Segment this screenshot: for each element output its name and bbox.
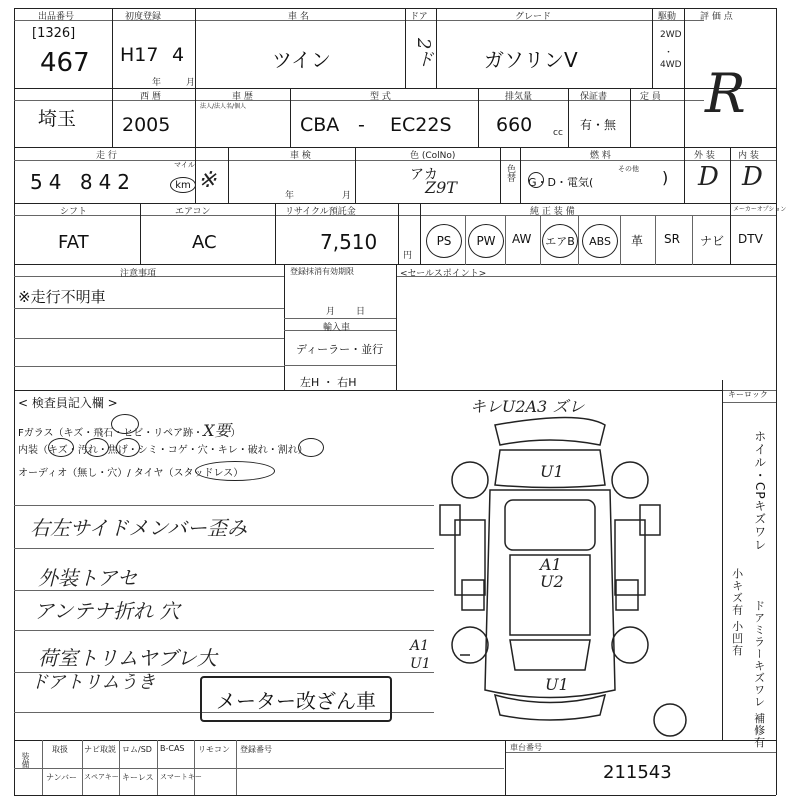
circle-dirt-mark bbox=[85, 438, 109, 457]
score-label: 評 価 点 bbox=[700, 12, 733, 22]
footer-col bbox=[236, 740, 237, 795]
grade-label: グレード bbox=[515, 12, 552, 22]
col-line bbox=[355, 147, 356, 204]
handwritten-note-2: 外装トアセ bbox=[38, 566, 138, 590]
first-reg-label: 初度登録 bbox=[125, 12, 162, 22]
car-name-label: 車 名 bbox=[288, 12, 309, 22]
equip-abs: ABS bbox=[582, 224, 618, 258]
displacement-label: 排気量 bbox=[505, 92, 533, 102]
row-divider-1 bbox=[14, 88, 776, 89]
col-line bbox=[730, 147, 731, 204]
manual: 有・無 bbox=[580, 118, 617, 132]
footer-line bbox=[505, 752, 776, 753]
footer-spare-key: スペアキー bbox=[84, 773, 119, 781]
model-label: 型 式 bbox=[370, 92, 391, 102]
history-note: 法人/法人名/個人 bbox=[200, 103, 247, 110]
equip-aw: AW bbox=[512, 232, 532, 246]
meter-tampered-stamp: メーター改ざん車 bbox=[200, 676, 392, 722]
history-label: 車 歴 bbox=[232, 92, 253, 102]
circle-chip-mark bbox=[111, 414, 139, 434]
row-divider-4 bbox=[14, 264, 776, 265]
handwritten-note-3: アンテナ折れ 穴 bbox=[34, 599, 180, 623]
header-line bbox=[14, 160, 776, 161]
col-line bbox=[630, 88, 631, 148]
col-line bbox=[684, 8, 685, 204]
footer-column-label: 装備 bbox=[21, 752, 30, 768]
equip-ps: PS bbox=[426, 224, 462, 258]
diagram-top-note: キレU2A3 ズレ bbox=[470, 397, 585, 416]
mile-unit-label: マイル bbox=[174, 161, 195, 169]
chassis-number: 211543 bbox=[603, 762, 672, 783]
circle-tear-mark bbox=[298, 438, 324, 457]
equip-navi: ナビ bbox=[700, 234, 725, 248]
rule-line bbox=[14, 366, 284, 367]
mileage-label: 走 行 bbox=[96, 151, 117, 161]
footer-col bbox=[82, 740, 83, 795]
inspection-year: 年 bbox=[285, 191, 295, 201]
drive-label: 駆動 bbox=[658, 12, 677, 22]
inspection-month: 月 bbox=[342, 191, 352, 201]
exterior-label: 外 装 bbox=[694, 151, 715, 161]
border-right bbox=[776, 8, 777, 795]
equipment-label: 純 正 装 備 bbox=[530, 207, 575, 217]
drive-4wd: 4WD bbox=[660, 60, 682, 70]
interior-label: 内 装 bbox=[738, 151, 759, 161]
interior-line: 内装（キズ・汚れ・焦げ・シミ・コゲ・穴・キレ・破れ・割れ） bbox=[18, 445, 308, 456]
equip-airbag: エアB bbox=[542, 224, 578, 258]
fuel-other: その他 bbox=[618, 165, 639, 173]
mileage-unknown-mark: ※ bbox=[198, 168, 217, 193]
footer-col bbox=[119, 740, 120, 795]
sales-point-label: <セールスポイント> bbox=[400, 269, 487, 279]
import-dealer: ディーラー・並行 bbox=[296, 343, 384, 356]
caution-text: ※走行不明車 bbox=[18, 288, 106, 306]
fglass-line: Fガラス（キズ・飛石・ヒビ・リペア跡・X要） bbox=[18, 421, 241, 440]
footer-navi-manual: ナビ取説 bbox=[84, 745, 116, 754]
prefecture: 埼玉 bbox=[38, 108, 77, 130]
fuel: G・D・電気( bbox=[528, 176, 594, 189]
air-conditioning: AC bbox=[192, 232, 217, 253]
front-left-wheel-shape bbox=[452, 462, 488, 498]
km-unit-circled: km bbox=[170, 177, 196, 193]
color-change-label: 色替 bbox=[505, 164, 515, 182]
col-line bbox=[730, 203, 731, 265]
yen-unit: 円 bbox=[403, 251, 413, 261]
color: アカ bbox=[410, 167, 438, 183]
diagram-center-mark-2: U2 bbox=[540, 572, 564, 591]
col-line bbox=[500, 147, 501, 204]
grade: ガソリンV bbox=[484, 48, 578, 72]
displacement: 660 bbox=[496, 114, 533, 136]
inspector-title: < 検査員記入欄 > bbox=[18, 396, 118, 410]
border-left bbox=[14, 8, 15, 795]
drive-dot: ・ bbox=[664, 48, 674, 58]
footer-col bbox=[42, 740, 43, 795]
col-line bbox=[195, 147, 196, 204]
col-line bbox=[396, 264, 397, 390]
wheel-cap-note: ホイル・CPキズワレ bbox=[752, 430, 767, 552]
rule-line bbox=[14, 505, 434, 506]
inspection-label: 車 検 bbox=[290, 151, 311, 161]
transmission-label: シフト bbox=[60, 207, 88, 217]
footer-manual: 取扱 bbox=[52, 745, 68, 754]
exterior-grade: D bbox=[698, 162, 719, 192]
diagram-side-mark-2: U1 bbox=[410, 656, 431, 672]
reg-valid-label: 登録抹消有効期限 bbox=[290, 267, 354, 276]
first-reg-month: 4 bbox=[172, 44, 185, 66]
caution-label: 注意事項 bbox=[120, 269, 157, 279]
equip-cell-line bbox=[655, 215, 656, 265]
footer-col bbox=[505, 740, 506, 795]
footer-bcas: B-CAS bbox=[160, 744, 185, 753]
rule-line bbox=[14, 630, 434, 631]
col-line bbox=[284, 264, 285, 390]
lot-code: [1326] bbox=[32, 26, 76, 41]
diagram-center-mark-1: A1 bbox=[540, 555, 562, 574]
reg-valid-month: 月 bbox=[326, 307, 336, 317]
col-line bbox=[722, 380, 723, 740]
fuel-g-circle bbox=[528, 172, 544, 188]
maker-option-label: メーカーオプション bbox=[733, 206, 787, 213]
registration-number-label: 登録番号 bbox=[240, 745, 272, 754]
circle-studless-mark bbox=[195, 461, 275, 481]
row-divider-6 bbox=[14, 740, 776, 741]
first-reg-era: H17 bbox=[120, 44, 159, 66]
recycle-label: リサイクル預託金 bbox=[285, 207, 356, 217]
diagram-side-mark-1: A1 bbox=[410, 638, 430, 654]
model-code: EC22S bbox=[390, 114, 452, 136]
rear-bumper-shape bbox=[495, 695, 605, 720]
front-right-wheel-shape bbox=[612, 462, 648, 498]
row-divider-3 bbox=[14, 203, 776, 204]
model-dash: - bbox=[358, 114, 365, 136]
row-divider-2 bbox=[14, 147, 776, 148]
col-line bbox=[112, 8, 113, 88]
year-label: 西 暦 bbox=[140, 92, 161, 102]
displacement-unit: cc bbox=[553, 128, 563, 138]
fglass-mark: X要 bbox=[203, 421, 231, 440]
footer-plate: ナンバー bbox=[46, 773, 78, 782]
chassis-number-label: 車台番号 bbox=[510, 743, 542, 752]
handwritten-note-4: 荷室トリムヤブレ大 bbox=[38, 646, 217, 670]
footer-rom-sd: ロム/SD bbox=[122, 745, 152, 754]
rule-line bbox=[14, 338, 284, 339]
col-line bbox=[140, 203, 141, 265]
handle-side: 左H ・ 右H bbox=[300, 376, 357, 389]
reg-year-unit: 年 bbox=[152, 78, 162, 88]
footer-line bbox=[14, 768, 504, 769]
drive-2wd: 2WD bbox=[660, 30, 682, 40]
mileage: 54 842 bbox=[30, 170, 137, 194]
lot-number: 467 bbox=[40, 48, 90, 78]
col-line bbox=[112, 88, 113, 148]
equip-cell-line bbox=[540, 215, 541, 265]
rule-line bbox=[14, 308, 284, 309]
col-line bbox=[195, 8, 196, 88]
col-line bbox=[478, 88, 479, 148]
circle-burn-mark bbox=[116, 438, 140, 457]
ac-label: エアコン bbox=[175, 207, 211, 217]
col-line bbox=[568, 88, 569, 148]
col-line bbox=[520, 147, 521, 204]
fuel-close: ) bbox=[662, 168, 669, 187]
col-line bbox=[228, 147, 229, 204]
transmission: FAT bbox=[58, 232, 89, 253]
footer-keyless: キーレス bbox=[122, 773, 154, 782]
footer-col bbox=[194, 740, 195, 795]
rear-left-wheel-shape bbox=[452, 627, 488, 663]
col-line bbox=[405, 8, 406, 88]
door-count: 2ド bbox=[413, 38, 434, 68]
header-line bbox=[14, 20, 704, 21]
col-line bbox=[275, 203, 276, 265]
equip-cell-line bbox=[620, 215, 621, 265]
model-prefix: CBA bbox=[300, 114, 340, 136]
equip-cell-line bbox=[505, 215, 506, 265]
cell-line bbox=[284, 365, 396, 366]
score: R bbox=[705, 62, 746, 125]
col-line bbox=[436, 8, 437, 88]
door-label: ドア bbox=[410, 12, 428, 22]
color-no: Z9T bbox=[425, 178, 457, 197]
fuel-label: 燃 料 bbox=[590, 151, 611, 161]
equip-pw: PW bbox=[468, 224, 504, 258]
rule-line bbox=[14, 548, 434, 549]
col-line bbox=[652, 8, 653, 88]
footer-smart-key: スマートキー bbox=[160, 773, 202, 781]
equip-sunroof: SR bbox=[664, 232, 680, 246]
col-line bbox=[398, 203, 399, 265]
equip-dtv: DTV bbox=[738, 232, 763, 246]
interior-grade: D bbox=[742, 162, 763, 192]
equip-cell-line bbox=[578, 215, 579, 265]
reg-valid-day: 日 bbox=[356, 307, 366, 317]
diagram-rear-mark: U1 bbox=[545, 675, 569, 694]
col-line bbox=[420, 203, 421, 265]
circle-scratch-mark bbox=[48, 438, 74, 457]
windshield-shape bbox=[505, 500, 595, 550]
equip-cell-line bbox=[692, 215, 693, 265]
manual-label: 保証書 bbox=[580, 92, 608, 102]
footer-col bbox=[157, 740, 158, 795]
lot-label: 出品番号 bbox=[38, 12, 75, 22]
spare-tire-shape bbox=[654, 704, 686, 736]
footer-remote: リモコン bbox=[198, 745, 230, 754]
import-label: 輸入車 bbox=[323, 323, 351, 333]
color-label: 色 (ColNo) bbox=[410, 151, 456, 161]
recycle-fee: 7,510 bbox=[320, 230, 378, 254]
audio-tire-line: オーディオ（無し・穴）/ タイヤ（スタッドレス） bbox=[18, 468, 244, 479]
rear-window-shape bbox=[510, 640, 590, 670]
col-line bbox=[290, 88, 291, 148]
small-damage-note: 小キズ有 小凹有 bbox=[730, 568, 744, 657]
border-bottom bbox=[14, 795, 776, 796]
model-year: 2005 bbox=[122, 114, 171, 136]
rear-right-wheel-shape bbox=[612, 627, 648, 663]
equip-cell-line bbox=[465, 215, 466, 265]
mirror-note: ドアミラーキズワレ 補修有 bbox=[752, 600, 766, 749]
front-bumper-shape bbox=[495, 418, 605, 446]
col-line bbox=[195, 88, 196, 148]
reg-month-unit: 月 bbox=[186, 78, 196, 88]
header-line bbox=[14, 215, 776, 216]
keylock-label: キーロック bbox=[728, 390, 768, 399]
handwritten-note-5: ドアトリムうき bbox=[30, 672, 156, 693]
diagram-front-mark: U1 bbox=[540, 462, 564, 481]
keylock-line bbox=[722, 402, 776, 403]
handwritten-note-1: 右左サイドメンバー歪み bbox=[30, 516, 247, 540]
equip-leather: 革 bbox=[631, 234, 644, 248]
cell-line bbox=[284, 318, 396, 319]
capacity-label: 定 員 bbox=[640, 92, 661, 102]
car-name: ツイン bbox=[272, 48, 331, 72]
